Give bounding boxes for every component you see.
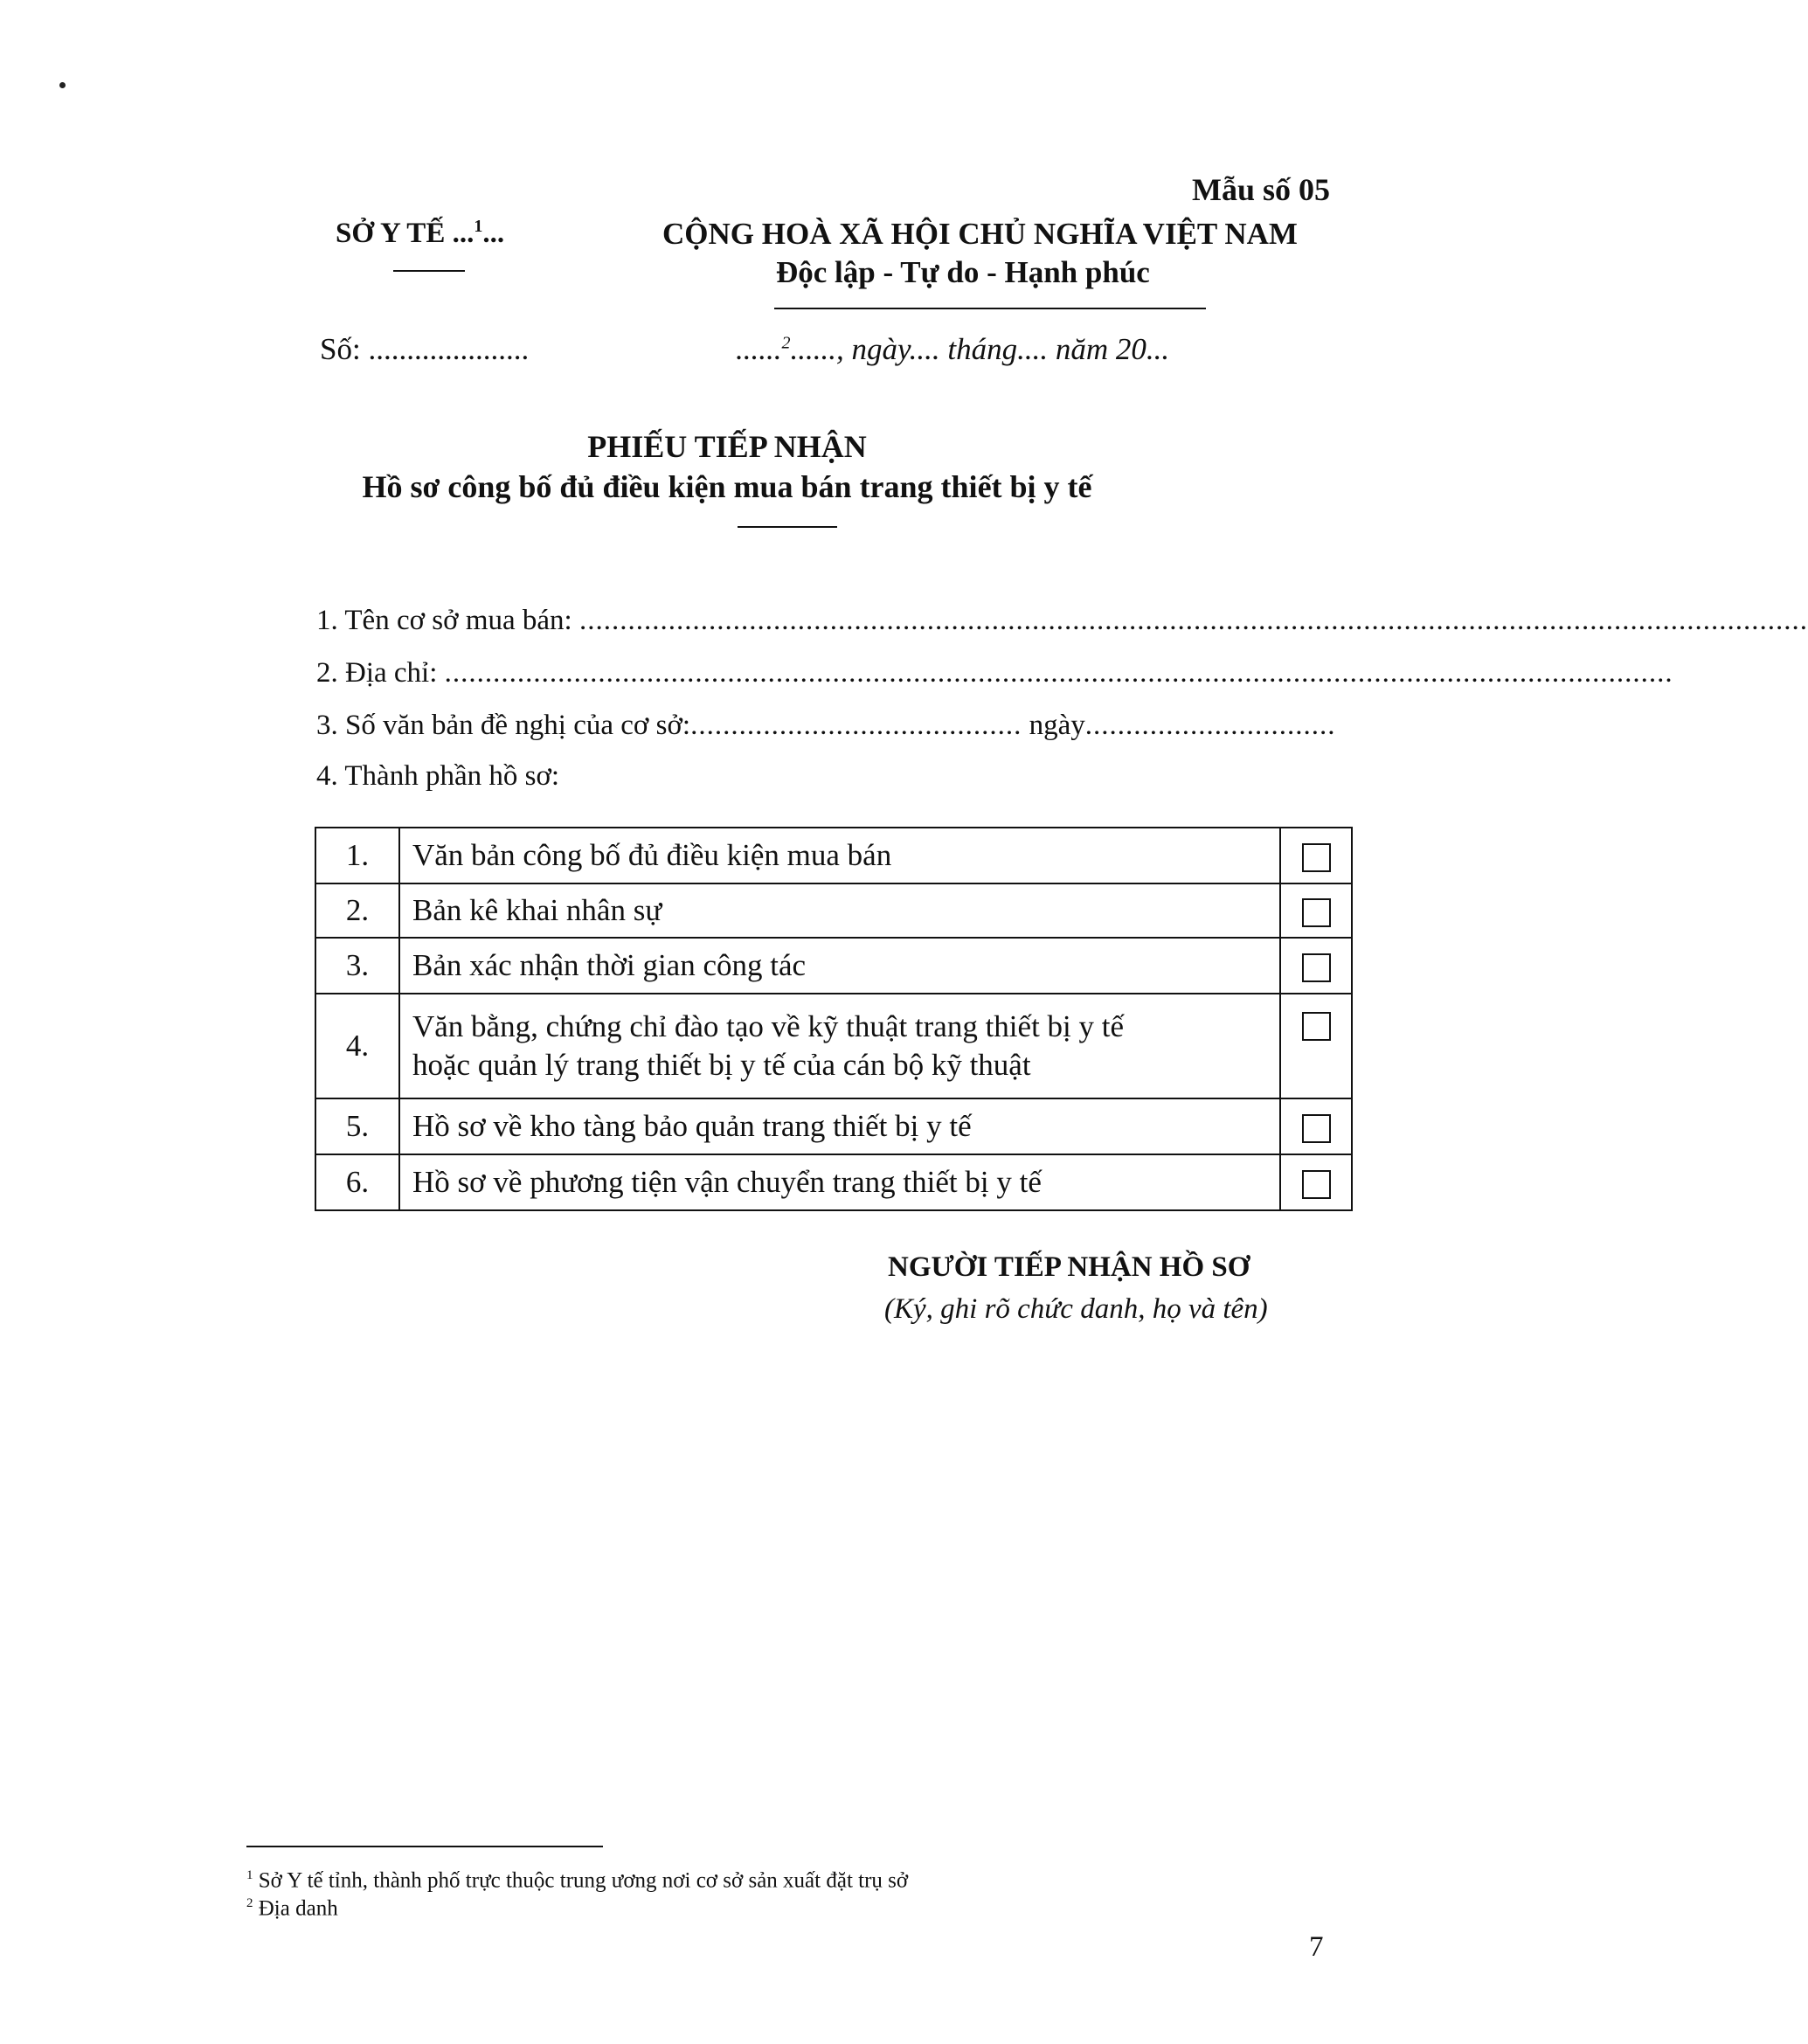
document-name: Bản xác nhận thời gian công tác [399, 938, 1280, 994]
table-row [315, 1154, 1352, 1210]
fill-in-dots: ........................................................................................................................................................ [444, 657, 1673, 689]
form-number: Mẫu số 05 [1191, 172, 1330, 207]
receiver-title: NGƯỜI TIẾP NHẬN HỒ SƠ [888, 1251, 1250, 1283]
title-underline [738, 526, 837, 528]
checkbox[interactable] [1302, 1012, 1331, 1041]
row-number: 1. [315, 828, 399, 883]
document-name: Văn bản công bố đủ điều kiện mua bán [399, 828, 1280, 883]
table-row [315, 938, 1352, 994]
checkbox[interactable] [1302, 898, 1331, 927]
row-number: 6. [315, 1154, 399, 1210]
receiver-note: (Ký, ghi rõ chức danh, họ và tên) [884, 1293, 1268, 1325]
row-number: 2. [315, 883, 399, 938]
agency-underline [393, 270, 465, 272]
document-name-line: hoặc quản lý trang thiết bị y tế của cán bộ kỹ thuật [412, 1048, 1031, 1082]
page-number: 7 [1309, 1931, 1324, 1963]
documents-checklist [315, 827, 1353, 1211]
field-label-date: ngày [1029, 710, 1085, 741]
checkbox[interactable] [1302, 843, 1331, 872]
national-motto: Độc lập - Tự do - Hạnh phúc [776, 255, 1150, 289]
table-row [315, 883, 1352, 938]
field-facility-name [316, 605, 1808, 637]
fill-in-dots: ........................................................................................................................................................ [578, 605, 1808, 636]
table-row [315, 994, 1352, 1098]
checkbox[interactable] [1302, 1114, 1331, 1143]
table-row [315, 828, 1352, 883]
fill-in-dots: ......................................... [690, 710, 1022, 741]
row-number: 3. [315, 938, 399, 994]
place-and-date [736, 332, 1169, 367]
stray-mark [59, 82, 66, 88]
field-address [316, 657, 1673, 689]
document-name [399, 994, 1280, 1098]
field-label: 1. Tên cơ sở mua bán: [316, 605, 572, 636]
form-subtitle: Hồ sơ công bố đủ điều kiện mua bán trang thiết bị y tế [362, 469, 1092, 504]
table-row [315, 1098, 1352, 1154]
agency-suffix: ... [482, 218, 505, 249]
field-documents-heading: 4. Thành phần hồ sơ: [316, 760, 560, 792]
document-number: Số: ..................... [320, 332, 530, 366]
document-name: Hồ sơ về kho tàng bảo quản trang thiết bị y tế [399, 1098, 1280, 1154]
footnote-text: Địa danh [258, 1896, 338, 1921]
footnote-2 [246, 1896, 338, 1921]
footnote-text: Sở Y tế tỉnh, thành phố trực thuộc trung ương nơi cơ sở sản xuất đặt trụ sở [258, 1868, 909, 1893]
document-name-line: Văn bằng, chứng chỉ đào tạo về kỹ thuật trang thiết bị y tế [412, 1009, 1125, 1043]
row-number: 5. [315, 1098, 399, 1154]
footnote-ref-2: 2 [781, 333, 791, 353]
field-request-document [316, 710, 1343, 742]
footnote-mark: 1 [246, 1868, 253, 1882]
date-line: ......, ngày.... tháng.... năm 20... [790, 332, 1170, 366]
fill-in-dots: ............................... [1084, 710, 1336, 741]
issuing-agency [336, 217, 504, 250]
footnote-mark: 2 [246, 1896, 253, 1910]
footnote-1 [246, 1868, 908, 1893]
document-name: Bản kê khai nhân sự [399, 883, 1280, 938]
motto-underline [774, 308, 1206, 309]
checkbox[interactable] [1302, 953, 1331, 982]
footnote-ref-1: 1 [474, 217, 483, 236]
footnote-separator [246, 1846, 603, 1847]
checkbox[interactable] [1302, 1170, 1331, 1199]
field-label: 2. Địa chỉ: [316, 657, 438, 689]
field-label: 3. Số văn bản đề nghị của cơ sở: [316, 710, 691, 741]
document-name: Hồ sơ về phương tiện vận chuyển trang thiết bị y tế [399, 1154, 1280, 1210]
agency-name: SỞ Y TẾ ... [336, 218, 475, 249]
form-title: PHIẾU TIẾP NHẬN [587, 429, 867, 464]
national-title: CỘNG HOÀ XÃ HỘI CHỦ NGHĨA VIỆT NAM [662, 217, 1298, 251]
place-prefix: ...... [736, 332, 782, 366]
row-number: 4. [315, 994, 399, 1098]
